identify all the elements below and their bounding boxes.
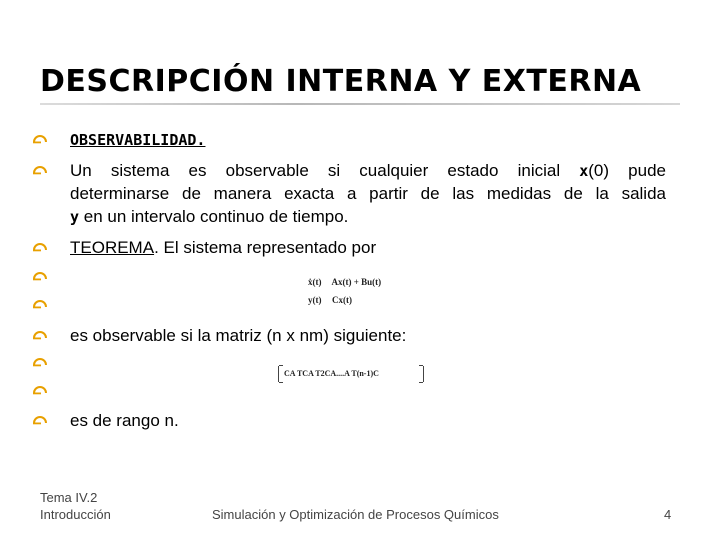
footer-course: Simulación y Optimización de Procesos Químicos <box>212 507 499 522</box>
bullet-icon <box>32 270 48 286</box>
teorema-line <box>70 236 376 259</box>
observable-condition: es observable si la matriz (n x nm) siguiente: <box>70 326 407 345</box>
bullet-icon <box>32 414 48 430</box>
definition-text-3: en un intervalo continuo de tiempo. <box>83 207 349 226</box>
equation-state <box>308 277 381 287</box>
footer-topic: Tema IV.2 <box>40 490 98 505</box>
eq-output-left: y(t) <box>308 295 322 305</box>
observabilidad-heading: OBSERVABILIDAD. <box>70 131 206 149</box>
definition-text-1b: (0) pude <box>588 161 666 180</box>
equation-output <box>308 295 352 305</box>
bullet-icon <box>32 298 48 314</box>
footer-section: Introducción <box>40 507 111 522</box>
state-vector-x: x <box>579 162 589 180</box>
teorema-text: . El sistema representado por <box>154 238 377 257</box>
definition-line-1 <box>70 159 666 183</box>
bullet-icon <box>32 164 48 180</box>
output-vector-y: y <box>70 208 80 226</box>
bullet-icon <box>32 241 48 257</box>
eq-output-right: Cx(t) <box>332 295 352 305</box>
definition-text-1: Un sistema es observable si cualquier estado inicial <box>70 161 561 180</box>
bullet-icon <box>32 356 48 372</box>
bullet-icon <box>32 384 48 400</box>
eq-state-left: ẋ(t) <box>308 277 322 287</box>
title-underline <box>40 103 680 105</box>
rank-condition: es de rango n. <box>70 411 179 430</box>
bullet-icon <box>32 329 48 345</box>
page-number: 4 <box>664 507 672 522</box>
observability-matrix: CA TCA T2CA....A T(n-1)C <box>284 369 379 378</box>
slide-title: DESCRIPCIÓN INTERNA Y EXTERNA <box>40 64 642 99</box>
eq-state-right: Ax(t) + Bu(t) <box>331 277 382 287</box>
teorema-link[interactable]: TEOREMA <box>70 238 155 257</box>
definition-line-3 <box>70 205 348 229</box>
bullet-icon <box>32 133 48 149</box>
definition-line-2: determinarse de manera exacta a partir de las medidas de la salida <box>70 184 666 203</box>
bullet-observabilidad <box>70 128 205 152</box>
